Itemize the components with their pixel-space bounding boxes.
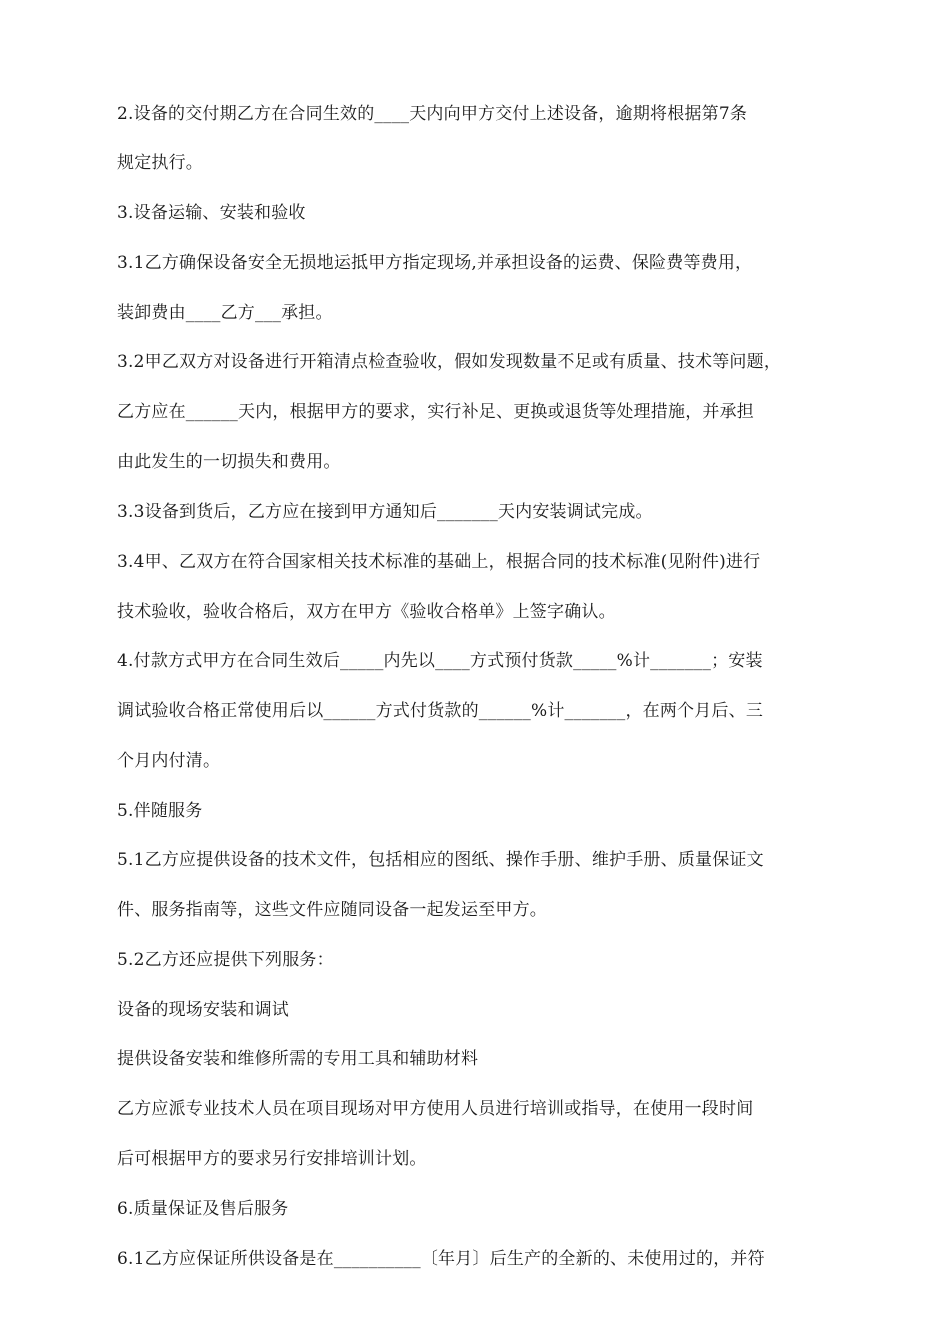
text-line: 乙方应派专业技术人员在项目现场对甲方使用人员进行培训或指导，在使用一段时间	[117, 1099, 754, 1119]
text-line: 5.伴随服务	[117, 801, 203, 821]
text-line: 5.2乙方还应提供下列服务：	[117, 950, 334, 970]
text-line: 由此发生的一切损失和费用。	[117, 452, 341, 472]
text-line: 规定执行。	[117, 153, 203, 173]
text-line: 2.设备的交付期乙方在合同生效的____天内向甲方交付上述设备，逾期将根据第7条	[117, 104, 748, 124]
text-line: 3.1乙方确保设备安全无损地运抵甲方指定现场,并承担设备的运费、保险费等费用，	[117, 253, 753, 273]
text-line: 3.设备运输、安装和验收	[117, 203, 306, 223]
text-line: 装卸费由____乙方___承担。	[117, 303, 333, 323]
text-line: 3.3设备到货后，乙方应在接到甲方通知后_______天内安装调试完成。	[117, 502, 653, 522]
text-line: 个月内付清。	[117, 751, 221, 771]
text-line: 设备的现场安装和调试	[117, 1000, 289, 1020]
text-line: 件、服务指南等，这些文件应随同设备一起发运至甲方。	[117, 900, 547, 920]
text-line: 3.4甲、乙双方在符合国家相关技术标准的基础上，根据合同的技术标准(见附件)进行	[117, 552, 761, 572]
text-line: 调试验收合格正常使用后以______方式付货款的______%计_______，在两个月后、三	[117, 701, 764, 721]
text-line: 提供设备安装和维修所需的专用工具和辅助材料	[117, 1049, 479, 1069]
text-line: 技术验收，验收合格后，双方在甲方《验收合格单》上签字确认。	[117, 602, 616, 622]
text-line: 6.质量保证及售后服务	[117, 1199, 289, 1219]
text-line: 6.1乙方应保证所供设备是在__________〔年月〕后生产的全新的、未使用过的，并符	[117, 1249, 765, 1269]
text-line: 后可根据甲方的要求另行安排培训计划。	[117, 1149, 427, 1169]
text-line: 5.1乙方应提供设备的技术文件，包括相应的图纸、操作手册、维护手册、质量保证文	[117, 850, 764, 870]
text-line: 3.2甲乙双方对设备进行开箱清点检查验收，假如发现数量不足或有质量、技术等问题，	[117, 352, 782, 372]
text-line: 乙方应在______天内，根据甲方的要求，实行补足、更换或退货等处理措施，并承担	[117, 402, 754, 422]
text-line: 4.付款方式甲方在合同生效后_____内先以____方式预付货款_____%计_______；安装	[117, 651, 763, 671]
